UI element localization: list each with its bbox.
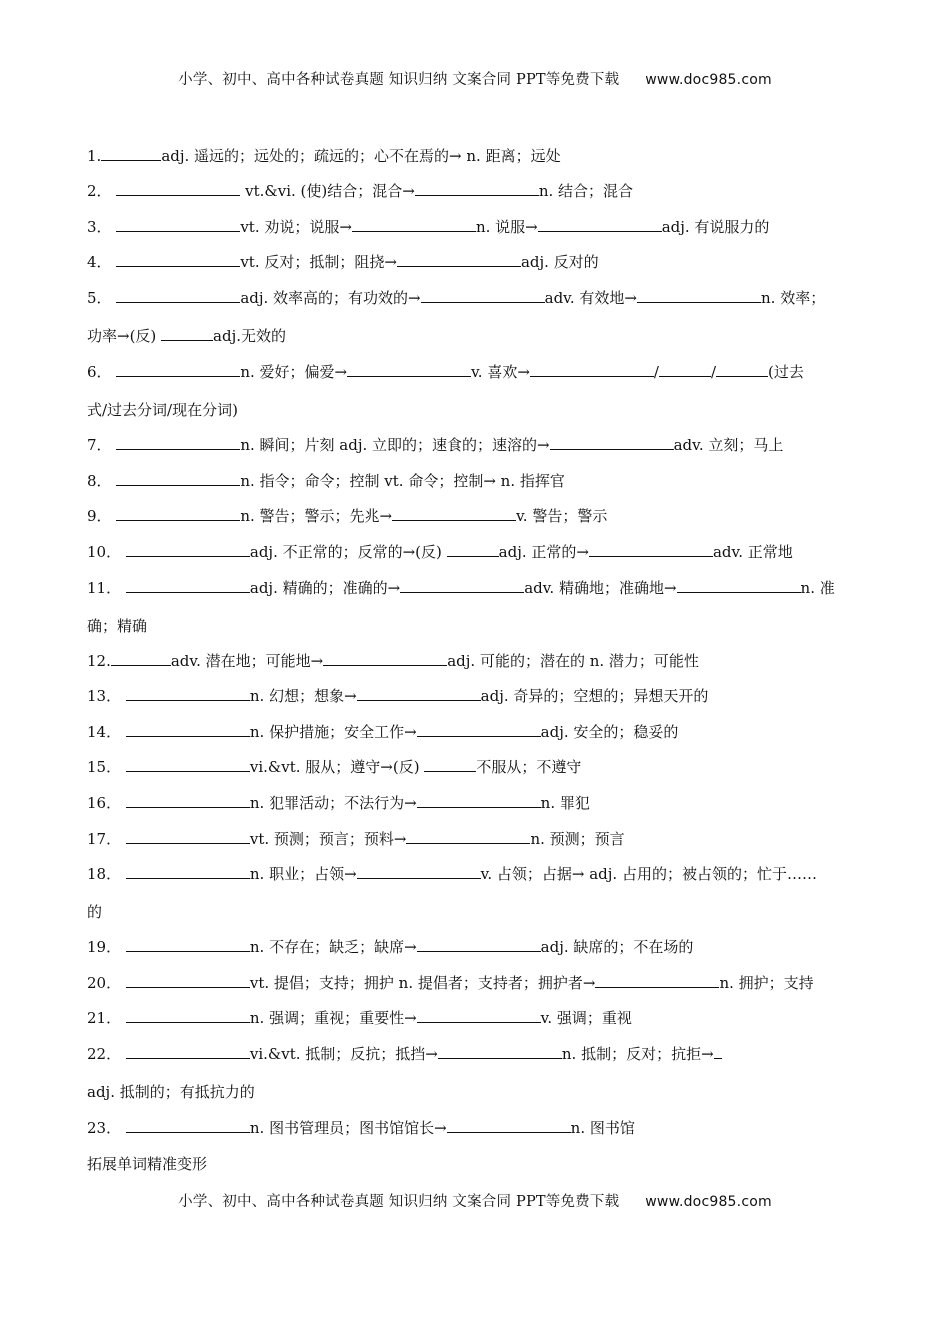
item-18: 18． n. 职业；占领→ v. 占领；占据→ adj. 占用的；被占领的；忙于…… bbox=[87, 865, 817, 883]
item-4: 4． vt. 反对；抵制；阻挠→ adj. 反对的 bbox=[87, 253, 599, 271]
header-site: www.doc985.com bbox=[645, 72, 772, 88]
blank[interactable] bbox=[126, 542, 250, 557]
blank[interactable] bbox=[417, 1008, 541, 1023]
blank[interactable] bbox=[406, 829, 530, 844]
blank[interactable] bbox=[538, 217, 662, 232]
item-5-cont: 功率→(反) adj.无效的 bbox=[87, 327, 287, 345]
blank[interactable] bbox=[116, 217, 240, 232]
blank[interactable] bbox=[323, 651, 447, 666]
page-footer bbox=[0, 1190, 950, 1211]
page-header bbox=[0, 68, 950, 89]
item-3: 3． vt. 劝说；说服→ n. 说服→ adj. 有说服力的 bbox=[87, 218, 770, 236]
blank[interactable] bbox=[126, 973, 250, 988]
blank[interactable] bbox=[438, 1044, 562, 1059]
blank[interactable] bbox=[126, 937, 250, 952]
blank[interactable] bbox=[352, 217, 476, 232]
blank[interactable] bbox=[415, 181, 539, 196]
blank[interactable] bbox=[392, 506, 516, 521]
blank[interactable] bbox=[550, 435, 674, 450]
blank[interactable] bbox=[447, 542, 499, 557]
item-9: 9． n. 警告；警示；先兆→ v. 警告；警示 bbox=[87, 507, 608, 525]
blank[interactable] bbox=[126, 829, 250, 844]
blank[interactable] bbox=[357, 864, 481, 879]
item-1: 1. adj. 遥远的；远处的；疏远的；心不在焉的→ n. 距离；远处 bbox=[87, 147, 561, 165]
blank[interactable] bbox=[677, 578, 801, 593]
item-6-cont: 式/过去分词/现在分词) bbox=[87, 401, 238, 419]
blank[interactable] bbox=[126, 757, 250, 772]
blank[interactable] bbox=[126, 793, 250, 808]
blank[interactable] bbox=[116, 252, 240, 267]
item-13: 13． n. 幻想；想象→ adj. 奇异的；空想的；异想天开的 bbox=[87, 687, 709, 705]
item-23: 23． n. 图书管理员；图书馆馆长→ n. 图书馆 bbox=[87, 1119, 635, 1137]
item-20: 20． vt. 提倡；支持；拥护 n. 提倡者；支持者；拥护者→ n. 拥护；支持 bbox=[87, 974, 814, 992]
blank[interactable] bbox=[716, 362, 768, 377]
item-11-cont: 确；精确 bbox=[87, 617, 148, 635]
blank[interactable] bbox=[161, 326, 213, 341]
blank[interactable] bbox=[126, 1118, 250, 1133]
item-21: 21． n. 强调；重视；重要性→ v. 强调；重视 bbox=[87, 1009, 632, 1027]
item-19: 19． n. 不存在；缺乏；缺席→ adj. 缺席的；不在场的 bbox=[87, 938, 694, 956]
item-15: 15． vi.&vt. 服从；遵守→(反) 不服从；不遵守 bbox=[87, 758, 582, 776]
blank[interactable] bbox=[417, 937, 541, 952]
item-18-cont: 的 bbox=[87, 903, 103, 921]
header-text: 小学、初中、高中各种试卷真题 知识归纳 文案合同 PPT等免费下载 bbox=[178, 72, 620, 88]
item-8: 8． n. 指令；命令；控制 vt. 命令；控制→ n. 指挥官 bbox=[87, 472, 565, 490]
item-10: 10． adj. 不正常的；反常的→(反) adj. 正常的→ adv. 正常地 bbox=[87, 543, 793, 561]
blank[interactable] bbox=[530, 362, 654, 377]
item-11: 11． adj. 精确的；准确的→ adv. 精确地；准确地→ n. 准 bbox=[87, 579, 835, 597]
item-16: 16． n. 犯罪活动；不法行为→ n. 罪犯 bbox=[87, 794, 590, 812]
blank[interactable] bbox=[417, 793, 541, 808]
blank[interactable] bbox=[714, 1044, 722, 1059]
blank[interactable] bbox=[447, 1118, 571, 1133]
item-14: 14． n. 保护措施；安全工作→ adj. 安全的；稳妥的 bbox=[87, 723, 679, 741]
blank[interactable] bbox=[659, 362, 711, 377]
blank[interactable] bbox=[417, 722, 541, 737]
item-17: 17． vt. 预测；预言；预料→ n. 预测；预言 bbox=[87, 830, 625, 848]
item-2: 2． vt.&vi. (使)结合；混合→ n. 结合；混合 bbox=[87, 182, 634, 200]
blank[interactable] bbox=[116, 506, 240, 521]
blank[interactable] bbox=[126, 1044, 250, 1059]
item-12: 12. adv. 潜在地；可能地→ adj. 可能的；潜在的 n. 潜力；可能性 bbox=[87, 652, 699, 670]
item-6: 6． n. 爱好；偏爱→ v. 喜欢→ / / (过去 bbox=[87, 363, 804, 381]
footer-site: www.doc985.com bbox=[645, 1194, 772, 1210]
blank[interactable] bbox=[595, 973, 719, 988]
blank[interactable] bbox=[357, 686, 481, 701]
blank[interactable] bbox=[116, 181, 240, 196]
item-22-cont: adj. 抵制的；有抵抗力的 bbox=[87, 1083, 255, 1101]
blank[interactable] bbox=[111, 651, 171, 666]
item-22: 22． vi.&vt. 抵制；反抗；抵挡→ n. 抵制；反对；抗拒→ bbox=[87, 1044, 722, 1064]
blank[interactable] bbox=[637, 288, 761, 303]
blank[interactable] bbox=[116, 471, 240, 486]
item-7: 7． n. 瞬间；片刻 adj. 立即的；速食的；速溶的→ adv. 立刻；马上 bbox=[87, 436, 784, 454]
blank[interactable] bbox=[116, 435, 240, 450]
blank[interactable] bbox=[589, 542, 713, 557]
blank[interactable] bbox=[400, 578, 524, 593]
blank[interactable] bbox=[126, 686, 250, 701]
blank[interactable] bbox=[397, 252, 521, 267]
blank[interactable] bbox=[116, 288, 240, 303]
footer-text: 小学、初中、高中各种试卷真题 知识归纳 文案合同 PPT等免费下载 bbox=[178, 1194, 620, 1210]
blank[interactable] bbox=[126, 864, 250, 879]
blank[interactable] bbox=[424, 757, 476, 772]
section-title: 拓展单词精准变形 bbox=[87, 1155, 208, 1173]
blank[interactable] bbox=[126, 722, 250, 737]
blank[interactable] bbox=[116, 362, 240, 377]
item-5: 5． adj. 效率高的；有功效的→ adv. 有效地→ n. 效率； bbox=[87, 289, 826, 307]
blank[interactable] bbox=[126, 578, 250, 593]
blank[interactable] bbox=[126, 1008, 250, 1023]
blank[interactable] bbox=[347, 362, 471, 377]
blank[interactable] bbox=[421, 288, 545, 303]
blank[interactable] bbox=[101, 146, 161, 161]
